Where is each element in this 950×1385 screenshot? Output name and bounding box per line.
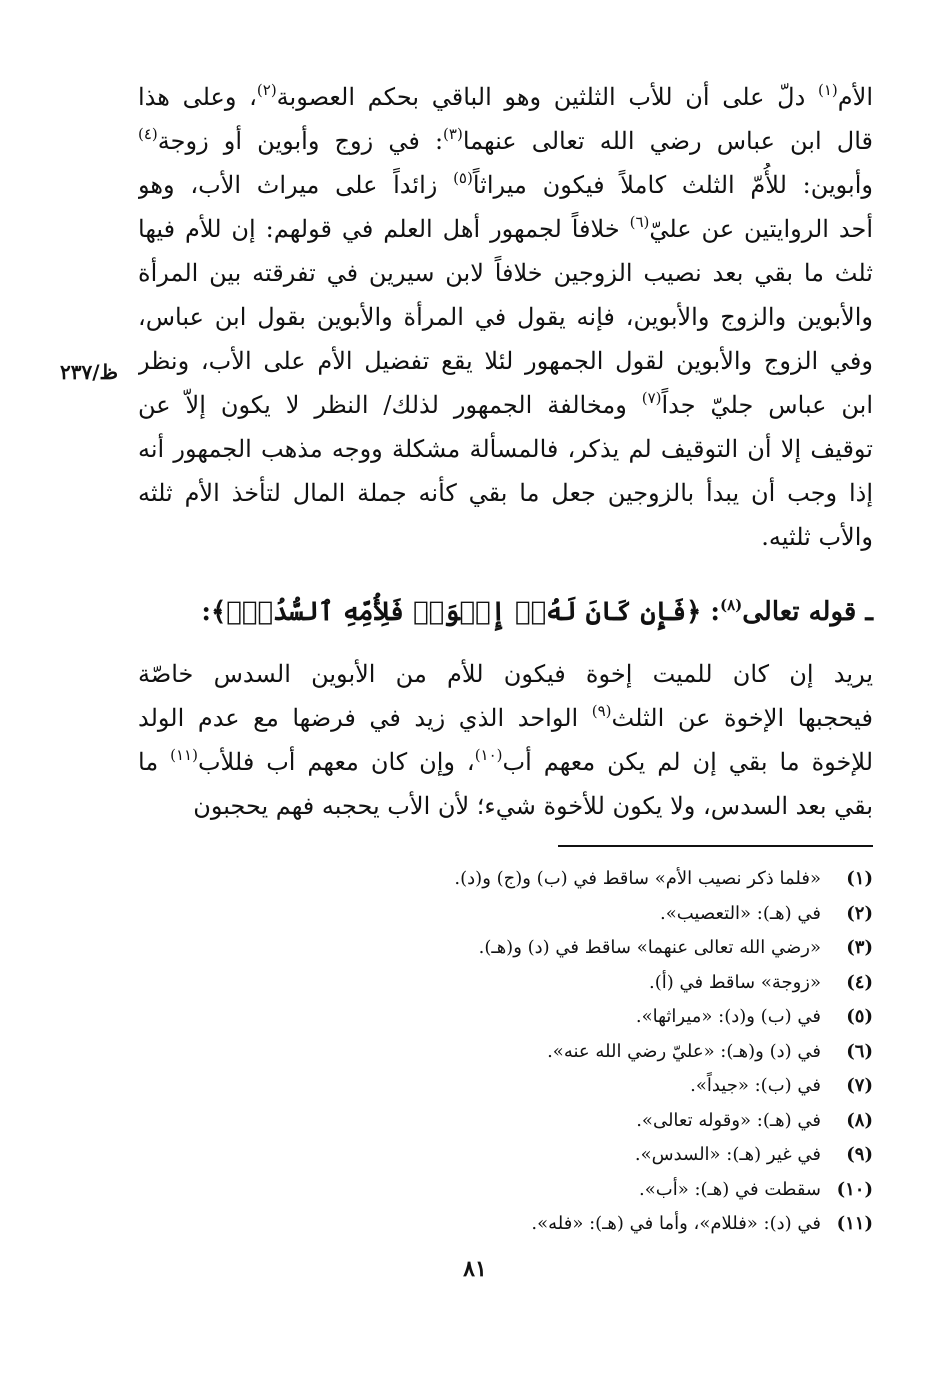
footnote-ref: (٣) — [443, 125, 463, 143]
footnote-ref: (٩) — [591, 702, 612, 720]
footnote-text: في (هـ): «التعصيب». — [660, 902, 821, 924]
text-line — [138, 740, 873, 784]
footnote-item — [138, 1104, 873, 1139]
section-heading — [138, 590, 873, 634]
footnote-ref: (٧) — [641, 389, 662, 407]
footnote-text: في (د): «فللام»، وأما في (هـ): «فله». — [531, 1213, 821, 1234]
text-line — [138, 339, 873, 383]
text-run: زائداً على ميراث الأب، وهو — [138, 171, 454, 199]
footnote-item — [138, 1138, 873, 1173]
text-run: الواحد الذي زيد في فرضها مع عدم الولد — [138, 704, 592, 732]
text-run: ما — [138, 748, 171, 776]
text-run: والأب ثلثيه. — [761, 523, 873, 551]
footnote-number: (١٠) — [836, 1178, 873, 1200]
footnote-text: في (ب): «جيداً». — [690, 1075, 821, 1096]
text-run: بقي بعد السدس، ولا يكون للأخوة شيء؛ لأن الأب يحجبه فهم يحجبون — [193, 792, 873, 820]
text-run: دلّ على أن للأب الثلثين وهو الباقي بحكم العصوبة — [276, 83, 818, 111]
text-run: يريد إن كان للميت إخوة فيكون للأم من الأبوين السدس خاصّة — [138, 660, 873, 688]
main-paragraph-1 — [138, 75, 873, 559]
footnotes-list — [138, 862, 873, 1242]
footnote-ref: (١١) — [170, 746, 198, 764]
footnote-ref: (١) — [818, 81, 838, 99]
footnote-item — [138, 1000, 873, 1035]
footnote-ref: (٤) — [138, 125, 158, 143]
footnote-number: (٤) — [846, 971, 873, 993]
page-number: ٨١ — [463, 1256, 487, 1282]
text-run: ، وعلى هذا — [138, 83, 257, 111]
text-run: توقيف إلا أن التوقيف لم يذكر، فالمسألة مشكلة ووجه مذهب الجمهور أنه — [138, 435, 873, 463]
footnote-ref: (١٠) — [474, 746, 503, 764]
footnote-text: «زوجة» ساقط في (أ). — [649, 971, 821, 993]
footnote-text: في (ب) و(د): «ميراثها». — [635, 1006, 821, 1027]
manuscript-folio-marker: ظ/٢٣٧ — [60, 360, 119, 384]
footnote-item — [138, 1207, 873, 1242]
heading-colon: : — [701, 597, 720, 627]
text-run: ثلث ما بقي بعد نصيب الزوجين خلافاً لابن سيرين في تفرقته بين المرأة — [138, 259, 873, 287]
text-line — [138, 383, 873, 427]
text-line — [138, 119, 873, 163]
footnote-ref: (٢) — [256, 81, 277, 99]
heading-footnote-ref: (٨) — [719, 596, 743, 614]
text-run: خلافاً لجمهور أهل العلم في قولهم: إن للأم فيها — [138, 215, 630, 243]
quran-verse: ﴿فَإِن كَانَ لَهُۥٓ إِخۡوَةٞ فَلِأُمِّهِ ٱلسُّدُسُۚ﴾ — [210, 597, 702, 627]
text-run: الأم — [837, 83, 873, 111]
text-run: والأبوين والزوج والأبوين، فإنه يقول في المرأة والأبوين بقول ابن عباس، — [138, 303, 873, 331]
footnote-text: «فلما ذكر نصيب الأم» ساقط في (ب) و(ج) و(د). — [454, 868, 821, 889]
footnote-item — [138, 966, 873, 1001]
text-line — [138, 207, 873, 251]
footnote-ref: (٦) — [629, 213, 650, 231]
text-run: ومخالفة الجمهور لذلك/ النظر لا يكون إلاّ عن — [138, 391, 642, 419]
text-run: وفي الزوج والأبوين لقول الجمهور لئلا يقع تفضيل الأم على الأب، ونظر — [138, 347, 873, 375]
footnote-ref: (٥) — [453, 169, 473, 187]
text-line — [138, 784, 873, 828]
text-run: ، وإن كان معهم أب فللأب — [197, 748, 475, 776]
footnote-item — [138, 1035, 873, 1070]
footnote-item — [138, 1069, 873, 1104]
text-line — [138, 696, 873, 740]
footnote-text: في (هـ): «وقوله تعالى». — [636, 1109, 821, 1131]
text-line — [138, 471, 873, 515]
footnote-number: (٣) — [846, 937, 873, 958]
footnote-number: (٩) — [846, 1144, 873, 1165]
text-run: قال ابن عباس رضي الله تعالى عنهما — [462, 127, 873, 155]
footnote-text: في غير (هـ): «السدس». — [634, 1144, 821, 1165]
footnote-item — [138, 931, 873, 966]
heading-prefix: ـ قوله تعالى — [742, 597, 873, 627]
footnote-number: (٢) — [846, 902, 873, 924]
footnote-number: (٧) — [846, 1075, 873, 1096]
footnote-number: (١١) — [836, 1213, 873, 1234]
footnote-text: «رضي الله تعالى عنهما» ساقط في (د) و(هـ). — [478, 937, 821, 958]
text-line — [138, 515, 873, 559]
text-run: ابن عباس جليّ جداً — [661, 391, 873, 419]
footnote-number: (٦) — [846, 1040, 873, 1062]
text-run: وأبوين: للأُمّ الثلث كاملاً فيكون ميراثاً — [472, 171, 873, 199]
footnote-text: في (د) و(هـ): «عليّ رضي الله عنه». — [547, 1040, 821, 1062]
text-run: إذا وجب أن يبدأ بالزوجين جعل ما بقي كأنه جملة المال لتأخذ الأم ثلثه — [138, 479, 873, 507]
footnote-item — [138, 897, 873, 932]
text-run: فيحجبها الإخوة عن الثلث — [611, 704, 873, 732]
text-line — [138, 75, 873, 119]
footnote-number: (٨) — [846, 1109, 873, 1131]
heading-suffix: : — [201, 597, 211, 627]
text-run: للإخوة ما بقي إن لم يكن معهم أب — [502, 748, 873, 776]
text-line — [138, 251, 873, 295]
footnote-number: (٥) — [846, 1006, 873, 1027]
text-line — [138, 652, 873, 696]
text-line — [138, 163, 873, 207]
footnote-item — [138, 1173, 873, 1208]
footnote-item — [138, 862, 873, 897]
text-run: : في زوج وأبوين أو زوجة — [157, 127, 444, 155]
text-line — [138, 295, 873, 339]
footnote-text: سقطت في (هـ): «أب». — [639, 1178, 821, 1200]
footnote-separator — [558, 845, 873, 847]
main-paragraph-2 — [138, 652, 873, 828]
text-run: أحد الروايتين عن عليّ — [649, 215, 873, 243]
text-line — [138, 427, 873, 471]
footnote-number: (١) — [846, 868, 873, 889]
